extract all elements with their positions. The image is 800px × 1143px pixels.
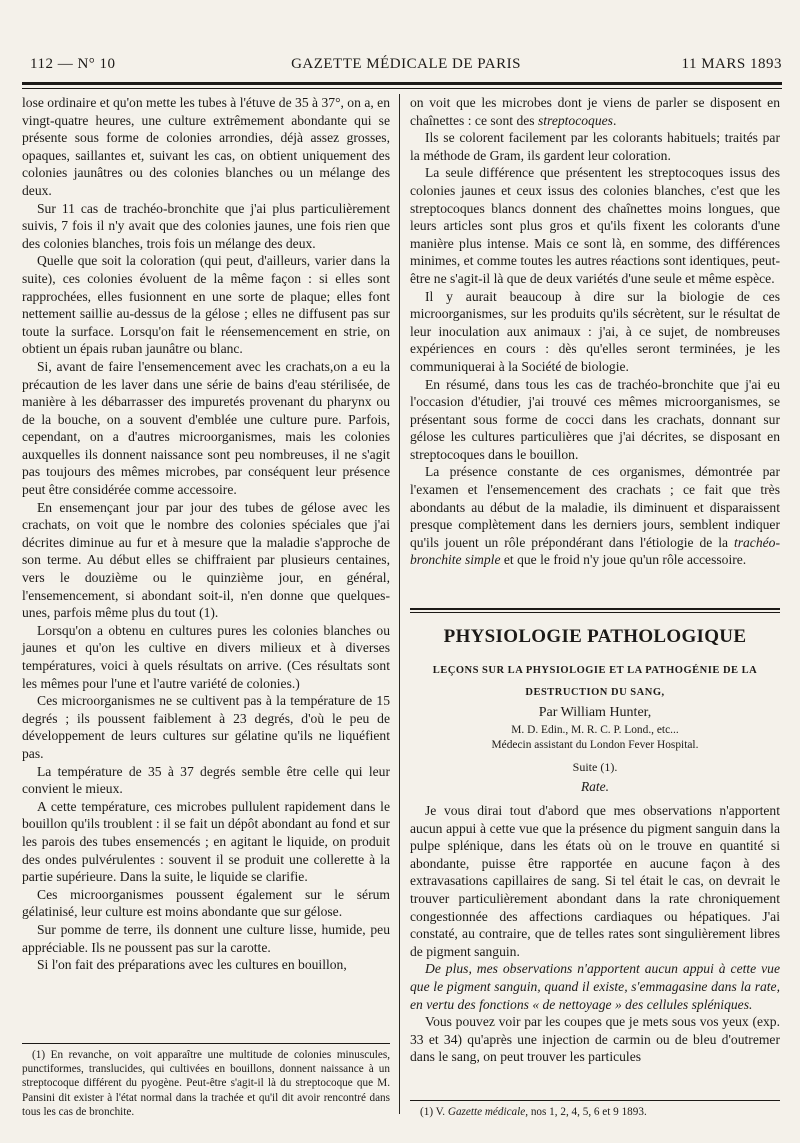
paragraph: Il y aurait beaucoup à dire sur la biologie de ces microorganismes, sur les produits qu'ils sécrètent, sur le résultat de leur inoculation aux animaux : j'ai, à ce sujet, de nombreuses expériences en cours : dès qu'elles seront terminées, je les communiquerai à la Société de biologie. [410,288,780,374]
paragraph: La seule différence que présentent les streptocoques issus des colonies jaunes et ceux issus des colonies blanches, c'est que les streptocoques blancs donnent des chaînettes moins longues, que leurs articles sont plus gros et qu'ils fixent les colorants d'une manière plus intense. Mais ce sont là, en somme, des différences minimes, et comme toutes les autres réactions sont identiques, peut-être ne s'agit-il là que de deux variétés d'une seule et même espèce. [410,165,780,286]
paragraph: Je vous dirai tout d'abord que mes observations n'apportent aucun appui à cette vue que la présence du pigment sanguin dans la pulpe splénique, dans les états où on le trouve en quantité si abondante, puisse être rapportée en aucune façon à des extravasations capillaires de sang. Si tel était le cas, on devrait le trouver particulièrement abondant dans la rate chroniquement congestionnée des affections cardiaques ou hépatiques. J'ai constaté, au contraire, que de telles rates sont singulièrement libres de pigment sanguin. [410,803,780,959]
header-rule [22,82,782,85]
paragraph: Sur pomme de terre, ils donnent une culture lisse, humide, peu appréciable. Ils ne poussent pas sur la carotte. [22,921,390,955]
page-header [30,56,782,78]
footnote-text: (1) En revanche, on voit apparaître une multitude de colonies minuscules, punctiformes, translucides, qui cultivées en bouillons, donnent naissance à un streptocoque différent du pyogène. Peut-être s'agit-il là du streptocoque que M. Pansini dit exister à l'état normal dans la trachée et qu'il dit avoir rencontré dans tous les cas de bronchite. [22,1049,390,1118]
paragraph: on voit que les microbes dont je viens de parler se disposent en chaînettes : ce sont des streptocoques. [410,95,780,128]
paragraph: Vous pouvez voir par les coupes que je mets sous vos yeux (exp. 33 et 34) qu'après une injection de carmin ou de bleu d'outremer dans le sang, on peut trouver les particules [410,1014,780,1065]
paragraph: Si, avant de faire l'ensemencement avec les crachats,on a eu la précaution de les laver dans une série de bains d'eau stérilisée, de manière à les débarrasser des impuretés provenant du pharynx ou de la bouche, on a souvent d'emblée une culture pure. Parfois, cependant, on a d'autres microorganismes, mais les colonies auxquelles ils donnent naissance sont peu nombreuses, il ne s'agit pas toujours des mêmes microbes, par conséquent leur présence peut être considérée comme accessoire. [22,358,390,498]
issue-date: 11 MARS 1893 [681,56,782,72]
author-credentials: M. D. Edin., M. R. C. P. Lond., etc... Médecin assistant du London Fever Hospital. [491,724,699,751]
footnote [22,1048,390,1119]
paragraph: Ces microorganismes poussent également sur le sérum gélatinisé, leur culture est moins abondante que sur gélose. [22,886,390,920]
lecture-title: LEÇONS SUR LA PHYSIOLOGIE ET LA PATHOGÉNIE DE LA DESTRUCTION DU SANG, [432,665,758,698]
paragraph: La présence constante de ces organismes, démontrée par l'examen et l'ensemencement des crachats ; ce fait que très abondants au début de la maladie, ils diminuent et disparaissent presque complètement dans les derniers jours, semblent indiquer qu'ils jouent un rôle prépondérant dans l'étiologie de la trachéo-bronchite simple et que le froid n'y joue qu'un rôle accessoire. [410,464,780,568]
footnote-right [410,1106,780,1118]
paragraph: Sur 11 cas de trachéo-bronchite que j'ai plus particulièrement suivis, 7 fois il n'y avait que des colonies jaunes, une fois rien que des colonies blanches, trois fois un mélange des deux. [22,200,390,251]
suite-note: Suite (1). [572,760,618,774]
journal-title: GAZETTE MÉDICALE DE PARIS [291,56,521,72]
subsection-heading: Rate. [580,779,610,794]
paragraph: En résumé, dans tous les cas de trachéo-bronchite que j'ai eu l'occasion d'étudier, j'ai trouvé ces mêmes microorganismes, se présentant sous forme de cocci dans les crachats, donnant sur gélose les cultures particulières que j'ai décrites, se disposant en streptocoques dans le bouillon. [410,376,780,462]
paragraph: Ces microorganismes ne se cultivent pas à la température de 15 degrés ; ils poussent faiblement à 23 degrés, d'où le peu de développement de leurs cultures sur gélatine qu'ils ne liquéfient pas. [22,693,390,761]
section-rule-thin [410,612,780,613]
column-divider [399,94,400,1114]
page-number: 112 — N° 10 [30,56,116,72]
author-name: Par William Hunter, [538,705,652,720]
paragraph: Lorsqu'on a obtenu en cultures pures les colonies blanches ou jaunes et qu'on les cultive en divers milieux et à diverses températures, voici à quels résultats on arrive. (Ces résultats sont les mêmes pour l'une et l'autre variété de colonies.) [22,622,390,691]
section-title: PHYSIOLOGIE PATHOLOGIQUE [443,626,747,647]
paragraph: Ils se colorent facilement par les colorants habituels; traités par la méthode de Gram, ils gardent leur coloration. [410,130,780,163]
paragraph: La température de 35 à 37 degrés semble être celle qui leur convient le mieux. [22,763,390,797]
left-column [22,94,390,974]
header-rule-thin [22,88,782,89]
footnote-rule-right [410,1100,780,1101]
footnote-rule [22,1043,390,1044]
right-column-body [410,802,780,1066]
paragraph: Quelle que soit la coloration (qui peut, d'ailleurs, varier dans la suite), ces colonies évoluent de la même façon : si elles sont rapprochées, elles fusionnent en une sorte de plaque; elles font nettement saillie au-dessus de la gélose ; elles ne diffusent pas sur toute la surface. Lorsqu'on fait le réensemencement en strie, on obtient un épais ruban jaunâtre ou blanc. [22,253,390,357]
paragraph: A cette température, ces microbes pullulent rapidement dans le bouillon qu'ils troublent : il se fait un dépôt abondant au fond et sur les parois des tubes ensemencés ; en agitant le liquide, on produit des ondes pulvérulentes : souvent il se produit une collerette à la partie supérieure. Dans la suite, le liquide se clarifie. [22,798,390,885]
footnote-text: (1) V. Gazette médicale, nos 1, 2, 4, 5, 6 et 9 1893. [420,1106,647,1118]
paragraph: Si l'on fait des préparations avec les cultures en bouillon, [37,957,347,973]
paragraph: De plus, mes observations n'apportent aucun appui à cette vue que le pigment sanguin, quand il existe, s'emmagasine dans la rate, en vertu des fonctions « de nettoyage » des cellules spléniques. [410,961,780,1012]
paragraph: lose ordinaire et qu'on mette les tubes à l'étuve de 35 à 37°, on a, en vingt-quatre heures, une culture extrêmement abondante qui se présente sous forme de colonies arrondies, déjà assez grosses, opaques, saillantes et, suivant les cas, on obtient uniquement des colonies jaunâtres ou des colonies blanches ou un mélange des deux. [22,95,390,198]
right-column-top [410,94,780,569]
section-rule [410,608,780,610]
paragraph: En ensemençant jour par jour des tubes de gélose avec les crachats, on voit que le nombre des colonies spéciales que j'ai décrites diminue au fur et à mesure que la maladie s'approche de son terme. Au début elles se chiffraient par plusieurs centaines, vers le douzième ou le quinzième jour, en général, l'ensemencement, si abondant soit-il, n'en donne que quelques-unes, parfois même plus du tout (1). [22,499,390,621]
